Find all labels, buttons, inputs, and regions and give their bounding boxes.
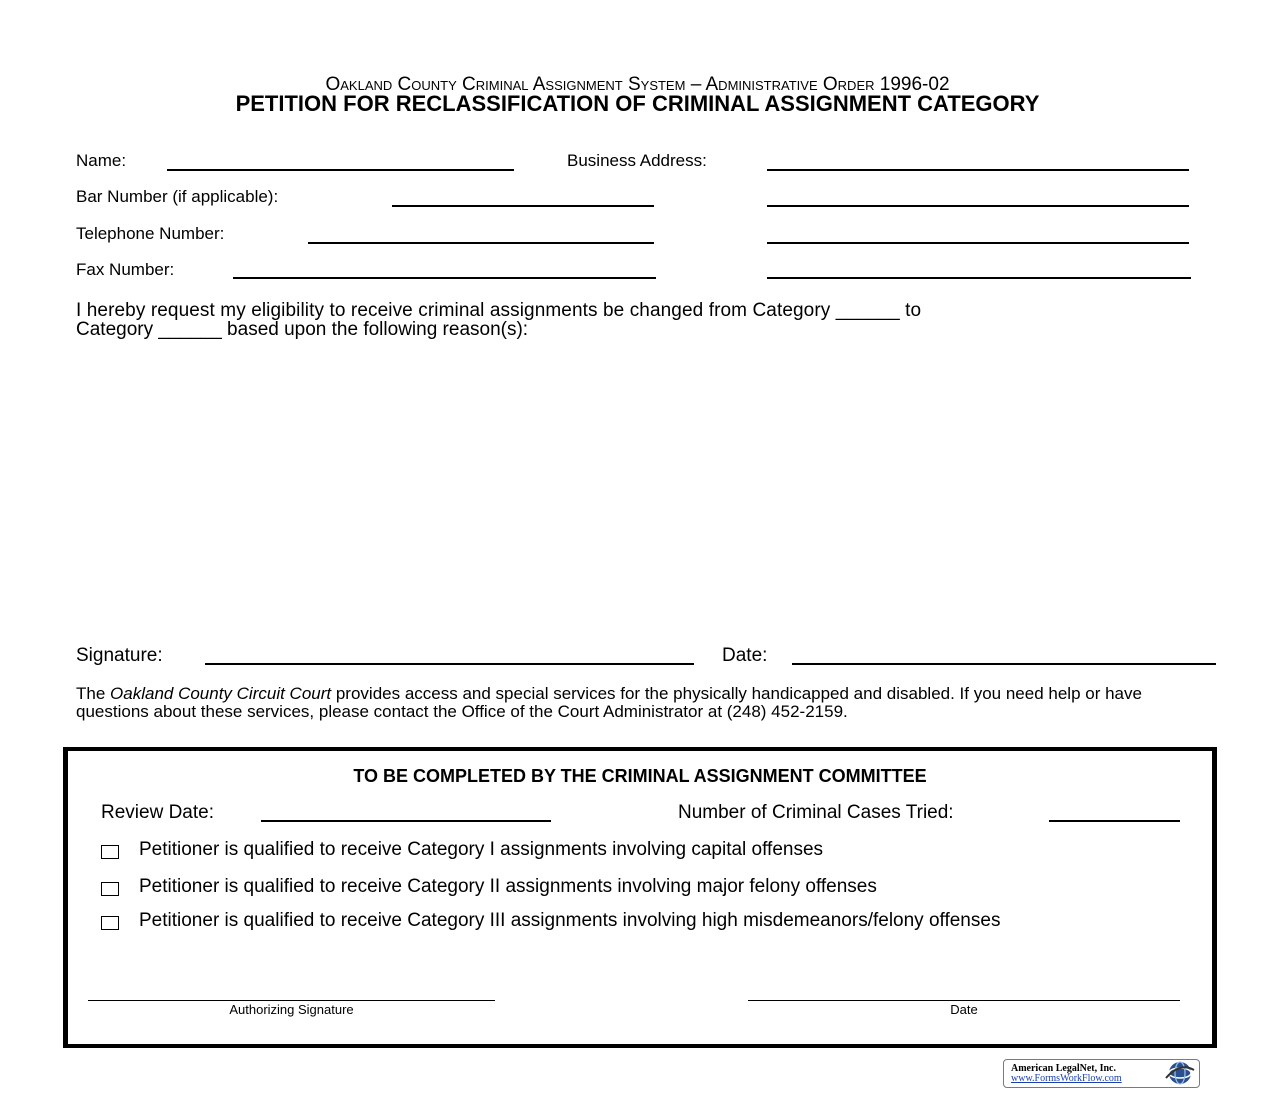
company-name: American LegalNet, Inc.: [1011, 1063, 1116, 1074]
category-2-option: Petitioner is qualified to receive Category II assignments involving major felony offenses: [139, 876, 877, 897]
signature-date-field[interactable]: [792, 663, 1216, 665]
accessibility-notice: [76, 685, 1186, 721]
american-legalnet-logo[interactable]: [1003, 1059, 1200, 1088]
request-line-2: Category ______ based upon the following reason(s):: [76, 319, 529, 340]
review-date-label: Review Date:: [101, 802, 214, 823]
category-1-checkbox[interactable]: [101, 845, 119, 859]
committee-heading: TO BE COMPLETED BY THE CRIMINAL ASSIGNMENT COMMITTEE: [353, 766, 927, 786]
fax-field[interactable]: [233, 277, 656, 279]
fax-label: Fax Number:: [76, 260, 175, 279]
telephone-field[interactable]: [308, 242, 654, 244]
telephone-label: Telephone Number:: [76, 224, 225, 243]
category-2-checkbox[interactable]: [101, 882, 119, 896]
court-name: Oakland County Circuit Court: [110, 684, 332, 703]
name-field[interactable]: [167, 169, 514, 171]
notice-prefix: The: [76, 684, 111, 703]
business-address-field-1[interactable]: [767, 169, 1189, 171]
globe-icon: [1162, 1060, 1196, 1086]
category-1-option: Petitioner is qualified to receive Category I assignments involving capital offenses: [139, 839, 824, 860]
review-date-field[interactable]: [261, 820, 551, 822]
cases-tried-label: Number of Criminal Cases Tried:: [678, 802, 954, 823]
committee-date-label: Date: [950, 1002, 978, 1017]
committee-date-line[interactable]: [748, 1000, 1180, 1001]
bar-number-label: Bar Number (if applicable):: [76, 187, 279, 206]
category-3-option: Petitioner is qualified to receive Category III assignments involving high misdemeanors/felony offenses: [139, 910, 1001, 931]
bar-number-field[interactable]: [392, 205, 654, 207]
business-address-field-4[interactable]: [767, 277, 1191, 279]
category-3-checkbox[interactable]: [101, 916, 119, 930]
business-address-field-2[interactable]: [767, 205, 1189, 207]
signature-label: Signature:: [76, 645, 163, 666]
cases-tried-field[interactable]: [1049, 820, 1180, 822]
authorizing-signature-line[interactable]: [88, 1000, 495, 1001]
notice-text: provides access and special services for the physically handicapped and disabled. If you need help or have questions about these services, please contact the Office of the Court Administrator at (248) 452-2159.: [76, 684, 1142, 721]
form-title: PETITION FOR RECLASSIFICATION OF CRIMINAL ASSIGNMENT CATEGORY: [235, 91, 1040, 116]
request-line-1: I hereby request my eligibility to receive criminal assignments be changed from Category ______ to: [76, 300, 922, 321]
business-address-field-3[interactable]: [767, 242, 1189, 244]
reasons-area[interactable]: [76, 345, 1186, 635]
company-url[interactable]: www.FormsWorkFlow.com: [1011, 1073, 1122, 1084]
business-address-label: Business Address:: [567, 151, 707, 170]
signature-field[interactable]: [205, 663, 694, 665]
signature-date-label: Date:: [722, 645, 768, 666]
authorizing-signature-label: Authorizing Signature: [229, 1002, 354, 1017]
form-subtitle: Oakland County Criminal Assignment System – Administrative Order 1996-02: [325, 74, 950, 95]
name-label: Name:: [76, 151, 127, 170]
